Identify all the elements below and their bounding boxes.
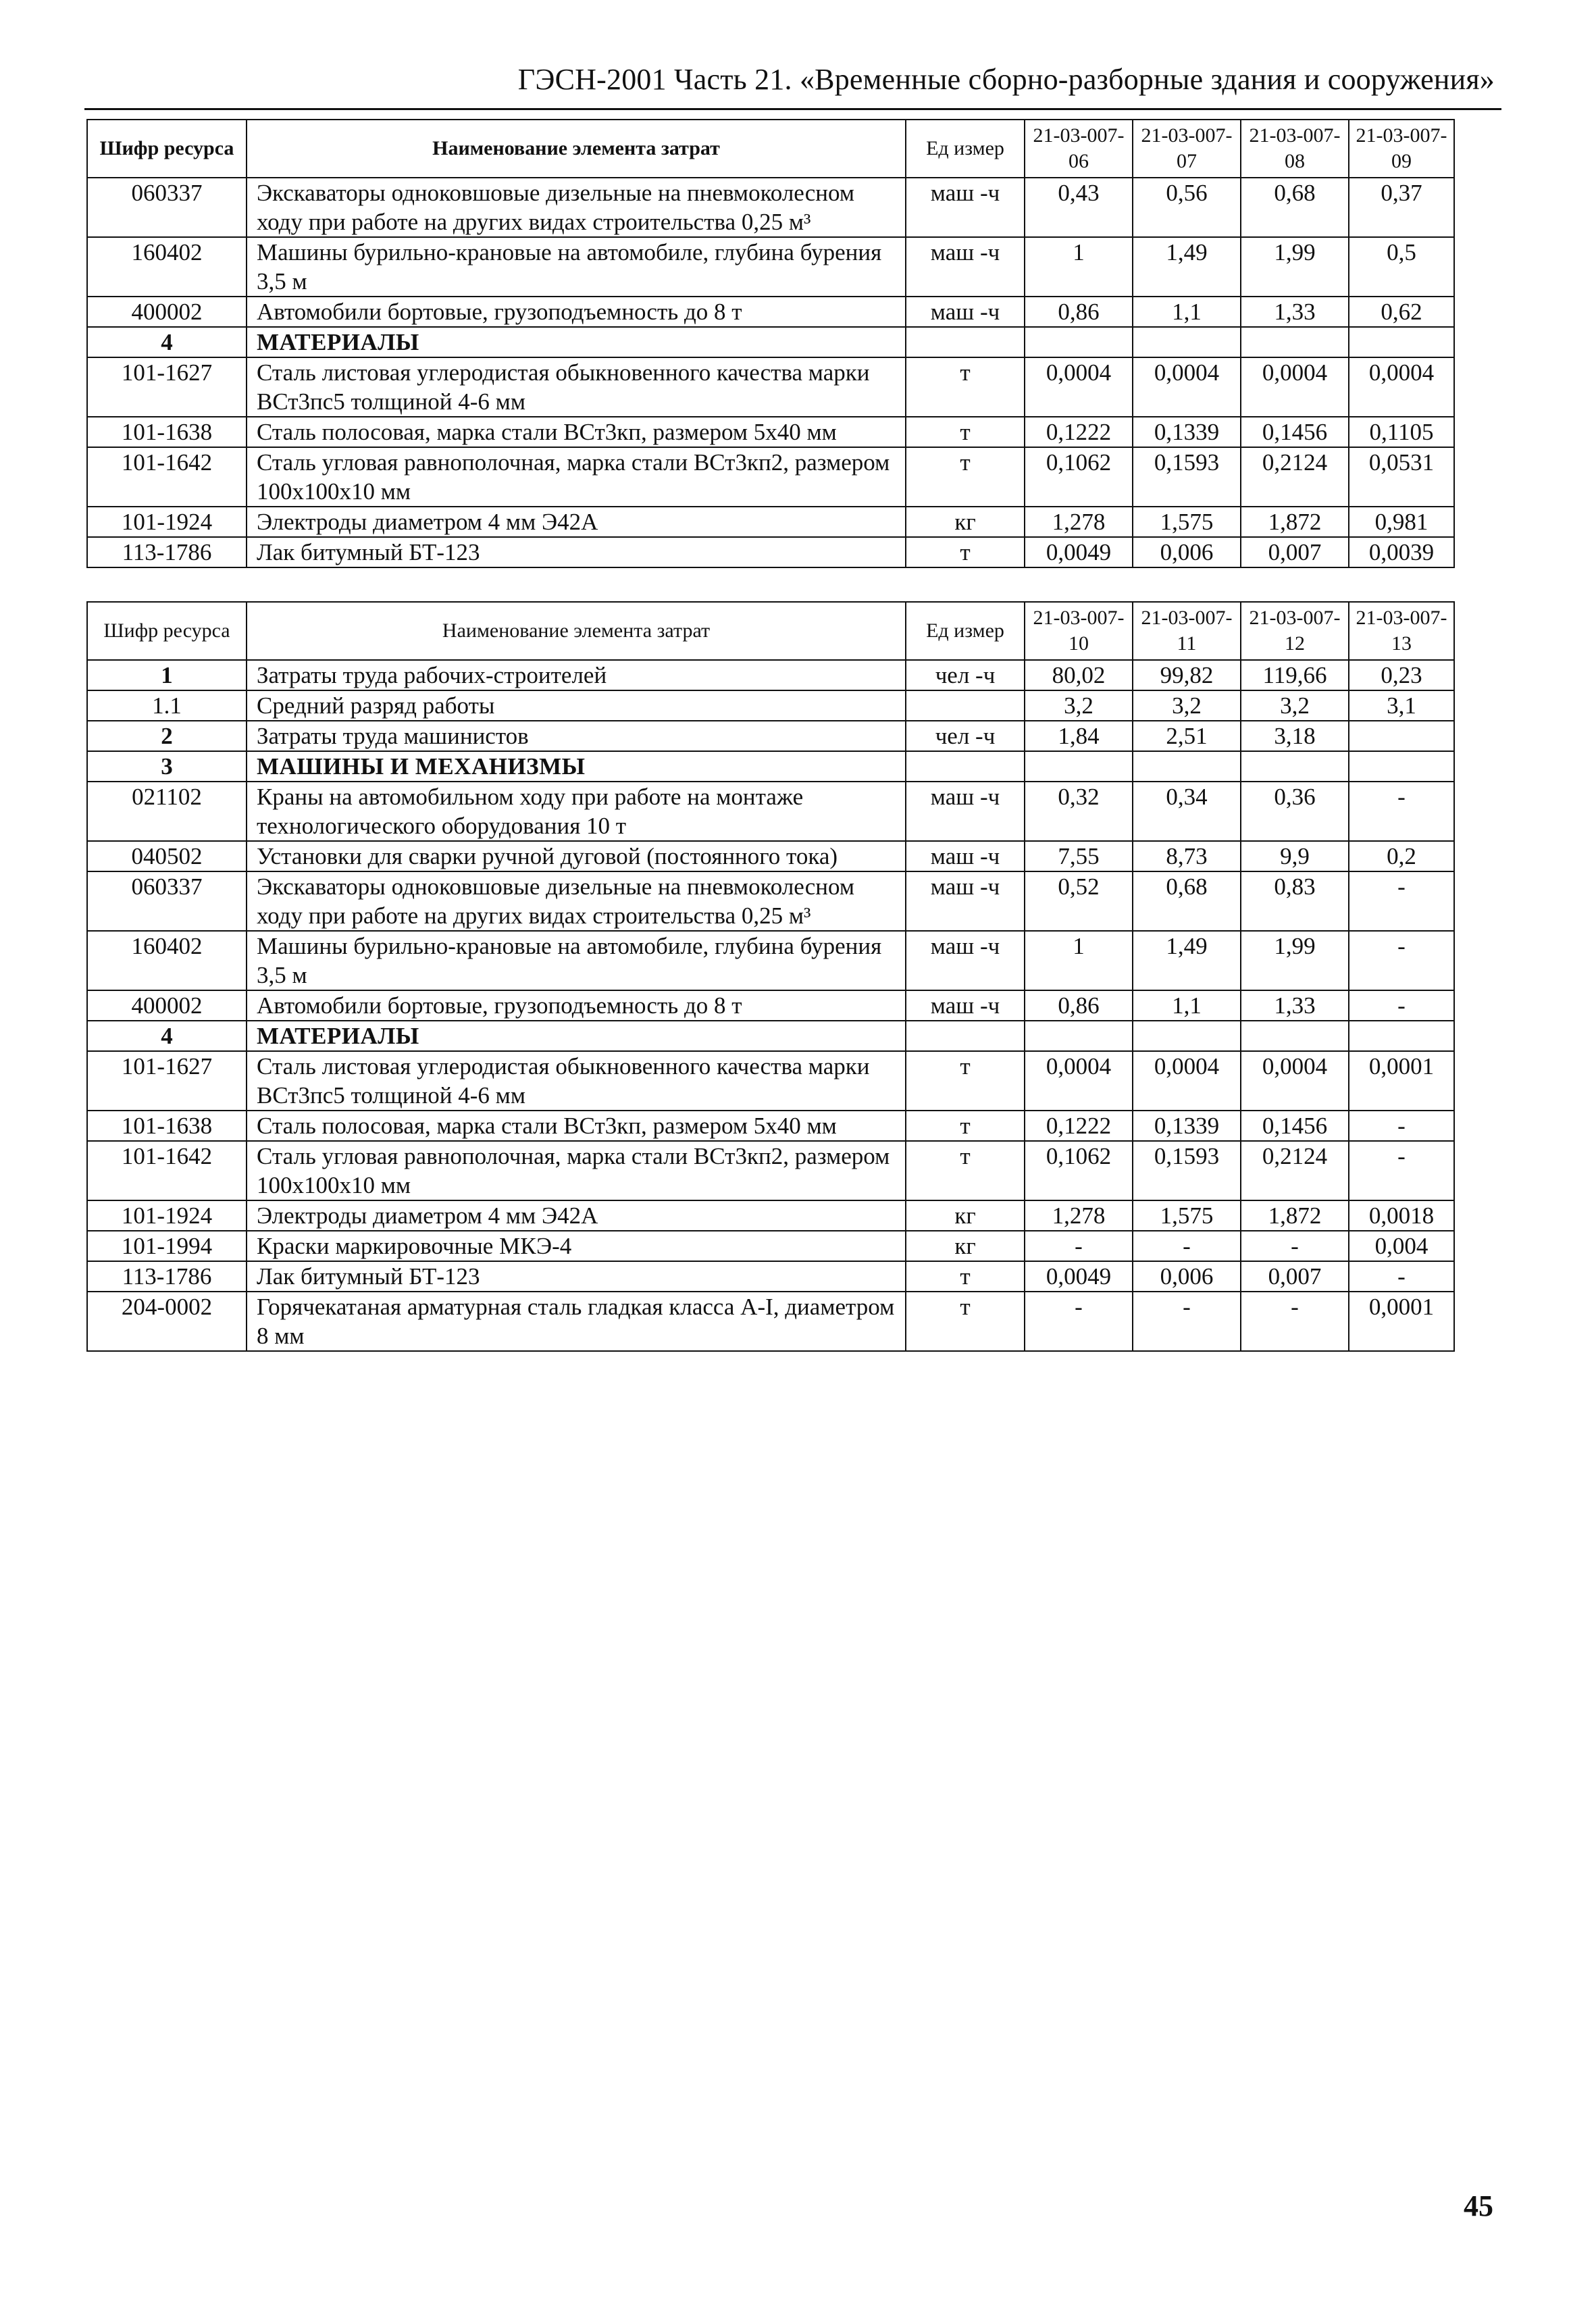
value-cell: 0,1105: [1349, 417, 1454, 447]
value-cell: 1,49: [1133, 931, 1241, 990]
value-cell: 1,99: [1241, 237, 1349, 297]
value-cell: 3,1: [1349, 690, 1454, 721]
value-cell: [1133, 1021, 1241, 1051]
value-cell: 0,1456: [1241, 1111, 1349, 1141]
value-cell: 99,82: [1133, 660, 1241, 690]
resource-name-cell: Автомобили бортовые, грузоподъемность до 8 т: [247, 297, 906, 327]
value-cell: [1241, 751, 1349, 782]
value-cell: [1241, 1021, 1349, 1051]
table-row: [87, 690, 1454, 721]
resource-name-cell: Автомобили бортовые, грузоподъемность до 8 т: [247, 990, 906, 1021]
unit-cell: [906, 690, 1025, 721]
resource-name-cell: Сталь полосовая, марка стали ВСт3кп, размером 5х40 мм: [247, 417, 906, 447]
table-header-row: [87, 120, 1454, 178]
table-row: [87, 782, 1454, 841]
value-cell: -: [1133, 1292, 1241, 1351]
value-cell: [1241, 327, 1349, 357]
value-cell: 0,68: [1133, 871, 1241, 931]
value-cell: 0,1339: [1133, 417, 1241, 447]
resource-name-cell: Затраты труда машинистов: [247, 721, 906, 751]
value-cell: 0,0039: [1349, 537, 1454, 567]
table-row: [87, 507, 1454, 537]
column-header: Ед измер: [906, 602, 1025, 660]
value-cell: 0,0531: [1349, 447, 1454, 507]
page-header: ГЭСН-2001 Часть 21. «Временные сборно-разборные здания и сооружения»: [517, 63, 1495, 96]
value-cell: -: [1349, 1141, 1454, 1200]
value-cell: 0,0001: [1349, 1292, 1454, 1351]
value-cell: 0,0001: [1349, 1051, 1454, 1111]
resource-name-cell: Сталь листовая углеродистая обыкновенного качества марки ВСт3пс5 толщиной 4-6 мм: [247, 357, 906, 417]
resource-name-cell: Электроды диаметром 4 мм Э42А: [247, 507, 906, 537]
resource-name-cell: Горячекатаная арматурная сталь гладкая класса А-I, диаметром 8 мм: [247, 1292, 906, 1351]
unit-cell: кг: [906, 1200, 1025, 1231]
resource-name-cell: Экскаваторы одноковшовые дизельные на пневмоколесном ходу при работе на других видах строительства 0,25 м³: [247, 178, 906, 237]
value-cell: 0,1593: [1133, 447, 1241, 507]
resource-code-cell: 021102: [87, 782, 247, 841]
value-cell: 0,52: [1025, 871, 1133, 931]
value-cell: 1,872: [1241, 507, 1349, 537]
value-cell: [1025, 327, 1133, 357]
value-cell: 1,278: [1025, 507, 1133, 537]
value-cell: 1,872: [1241, 1200, 1349, 1231]
value-cell: 0,1222: [1025, 1111, 1133, 1141]
value-cell: -: [1025, 1231, 1133, 1261]
value-cell: 0,5: [1349, 237, 1454, 297]
value-cell: [1133, 751, 1241, 782]
value-cell: 0,981: [1349, 507, 1454, 537]
resource-name-cell: Машины бурильно-крановые на автомобиле, глубина бурения 3,5 м: [247, 237, 906, 297]
value-cell: 0,1222: [1025, 417, 1133, 447]
unit-cell: т: [906, 357, 1025, 417]
value-cell: 0,0049: [1025, 1261, 1133, 1292]
value-cell: 0,56: [1133, 178, 1241, 237]
value-cell: 9,9: [1241, 841, 1349, 871]
value-cell: 1,1: [1133, 297, 1241, 327]
value-cell: 0,004: [1349, 1231, 1454, 1261]
value-cell: 0,36: [1241, 782, 1349, 841]
value-cell: -: [1349, 871, 1454, 931]
table-row: [87, 178, 1454, 237]
value-cell: -: [1349, 990, 1454, 1021]
resource-name-cell: Средний разряд работы: [247, 690, 906, 721]
resource-code-cell: 101-1642: [87, 1141, 247, 1200]
value-cell: -: [1133, 1231, 1241, 1261]
resource-name-cell: Затраты труда рабочих-строителей: [247, 660, 906, 690]
resource-name-cell: Машины бурильно-крановые на автомобиле, глубина бурения 3,5 м: [247, 931, 906, 990]
section-row: [87, 1021, 1454, 1051]
value-cell: 0,43: [1025, 178, 1133, 237]
section-row: [87, 327, 1454, 357]
unit-cell: [906, 327, 1025, 357]
resource-code-cell: 113-1786: [87, 1261, 247, 1292]
value-cell: 0,86: [1025, 990, 1133, 1021]
resource-name-cell: Сталь угловая равнополочная, марка стали ВСт3кп2, размером 100х100х10 мм: [247, 1141, 906, 1200]
value-cell: 2,51: [1133, 721, 1241, 751]
value-cell: [1025, 751, 1133, 782]
value-cell: 0,1339: [1133, 1111, 1241, 1141]
value-cell: [1025, 1021, 1133, 1051]
value-cell: 0,0004: [1241, 357, 1349, 417]
value-cell: 0,0004: [1133, 357, 1241, 417]
table-row: [87, 237, 1454, 297]
value-cell: 0,006: [1133, 1261, 1241, 1292]
table-row: [87, 931, 1454, 990]
table-row: [87, 357, 1454, 417]
table-row: [87, 537, 1454, 567]
value-cell: 0,23: [1349, 660, 1454, 690]
unit-cell: [906, 1021, 1025, 1051]
column-header: 21-03-007-08: [1241, 120, 1349, 178]
value-cell: 0,34: [1133, 782, 1241, 841]
table-row: [87, 871, 1454, 931]
unit-cell: т: [906, 1111, 1025, 1141]
value-cell: 0,62: [1349, 297, 1454, 327]
resource-name-cell: Сталь полосовая, марка стали ВСт3кп, размером 5х40 мм: [247, 1111, 906, 1141]
column-header: 21-03-007-13: [1349, 602, 1454, 660]
unit-cell: [906, 751, 1025, 782]
value-cell: 0,1593: [1133, 1141, 1241, 1200]
value-cell: -: [1241, 1231, 1349, 1261]
column-header: 21-03-007-07: [1133, 120, 1241, 178]
unit-cell: т: [906, 417, 1025, 447]
value-cell: 0,1062: [1025, 447, 1133, 507]
value-cell: 0,0049: [1025, 537, 1133, 567]
value-cell: 1,49: [1133, 237, 1241, 297]
unit-cell: т: [906, 447, 1025, 507]
column-header: Наименование элемента затрат: [247, 602, 906, 660]
column-header: Шифр ресурса: [87, 120, 247, 178]
resource-table-2: [86, 601, 1455, 1352]
table-row: [87, 1292, 1454, 1351]
value-cell: 1,575: [1133, 1200, 1241, 1231]
value-cell: 0,007: [1241, 1261, 1349, 1292]
value-cell: 1,99: [1241, 931, 1349, 990]
column-header: Шифр ресурса: [87, 602, 247, 660]
unit-cell: маш -ч: [906, 841, 1025, 871]
value-cell: 1,33: [1241, 297, 1349, 327]
table-row: [87, 297, 1454, 327]
value-cell: 0,1456: [1241, 417, 1349, 447]
value-cell: [1349, 751, 1454, 782]
resource-name-cell: МАТЕРИАЛЫ: [247, 327, 906, 357]
value-cell: [1349, 721, 1454, 751]
value-cell: 0,68: [1241, 178, 1349, 237]
resource-code-cell: 101-1627: [87, 1051, 247, 1111]
resource-code-cell: 1: [87, 660, 247, 690]
value-cell: 0,0004: [1025, 357, 1133, 417]
unit-cell: маш -ч: [906, 297, 1025, 327]
resource-code-cell: 160402: [87, 237, 247, 297]
value-cell: 8,73: [1133, 841, 1241, 871]
unit-cell: чел -ч: [906, 660, 1025, 690]
value-cell: 1,575: [1133, 507, 1241, 537]
page-number: 45: [1464, 2189, 1493, 2222]
value-cell: 0,37: [1349, 178, 1454, 237]
value-cell: 0,2124: [1241, 447, 1349, 507]
value-cell: [1349, 1021, 1454, 1051]
resource-code-cell: 160402: [87, 931, 247, 990]
value-cell: -: [1349, 782, 1454, 841]
unit-cell: т: [906, 1141, 1025, 1200]
unit-cell: маш -ч: [906, 931, 1025, 990]
resource-name-cell: Лак битумный БТ-123: [247, 1261, 906, 1292]
resource-name-cell: Лак битумный БТ-123: [247, 537, 906, 567]
value-cell: -: [1349, 1261, 1454, 1292]
value-cell: [1349, 327, 1454, 357]
value-cell: 80,02: [1025, 660, 1133, 690]
value-cell: 3,2: [1025, 690, 1133, 721]
value-cell: 119,66: [1241, 660, 1349, 690]
table-row: [87, 841, 1454, 871]
resource-code-cell: 101-1994: [87, 1231, 247, 1261]
resource-name-cell: Краски маркировочные МКЭ-4: [247, 1231, 906, 1261]
unit-cell: маш -ч: [906, 990, 1025, 1021]
resource-code-cell: 400002: [87, 297, 247, 327]
resource-code-cell: 3: [87, 751, 247, 782]
unit-cell: маш -ч: [906, 178, 1025, 237]
value-cell: 7,55: [1025, 841, 1133, 871]
resource-code-cell: 101-1627: [87, 357, 247, 417]
value-cell: 1: [1025, 237, 1133, 297]
table-row: [87, 660, 1454, 690]
table-row: [87, 1200, 1454, 1231]
resource-name-cell: Электроды диаметром 4 мм Э42А: [247, 1200, 906, 1231]
column-header: Наименование элемента затрат: [247, 120, 906, 178]
unit-cell: чел -ч: [906, 721, 1025, 751]
resource-code-cell: 101-1638: [87, 1111, 247, 1141]
section-row: [87, 751, 1454, 782]
resource-code-cell: 040502: [87, 841, 247, 871]
resource-code-cell: 101-1638: [87, 417, 247, 447]
unit-cell: т: [906, 1292, 1025, 1351]
resource-code-cell: 204-0002: [87, 1292, 247, 1351]
value-cell: 1,1: [1133, 990, 1241, 1021]
value-cell: 0,32: [1025, 782, 1133, 841]
value-cell: 0,1062: [1025, 1141, 1133, 1200]
resource-table-1: [86, 119, 1455, 568]
resource-code-cell: 4: [87, 327, 247, 357]
value-cell: 0,007: [1241, 537, 1349, 567]
value-cell: 1: [1025, 931, 1133, 990]
column-header: 21-03-007-06: [1025, 120, 1133, 178]
resource-code-cell: 4: [87, 1021, 247, 1051]
value-cell: 0,2124: [1241, 1141, 1349, 1200]
table-row: [87, 990, 1454, 1021]
resource-code-cell: 101-1924: [87, 507, 247, 537]
column-header: 21-03-007-11: [1133, 602, 1241, 660]
unit-cell: т: [906, 1051, 1025, 1111]
resource-code-cell: 1.1: [87, 690, 247, 721]
value-cell: 3,18: [1241, 721, 1349, 751]
value-cell: -: [1349, 931, 1454, 990]
column-header: 21-03-007-12: [1241, 602, 1349, 660]
column-header: 21-03-007-09: [1349, 120, 1454, 178]
unit-cell: маш -ч: [906, 871, 1025, 931]
table-row: [87, 721, 1454, 751]
value-cell: 0,0004: [1025, 1051, 1133, 1111]
resource-name-cell: Краны на автомобильном ходу при работе на монтаже технологического оборудования 10 т: [247, 782, 906, 841]
column-header: Ед измер: [906, 120, 1025, 178]
resource-name-cell: Установки для сварки ручной дуговой (постоянного тока): [247, 841, 906, 871]
table-row: [87, 447, 1454, 507]
resource-code-cell: 400002: [87, 990, 247, 1021]
value-cell: -: [1349, 1111, 1454, 1141]
header-rule: [84, 108, 1501, 110]
resource-code-cell: 060337: [87, 871, 247, 931]
value-cell: 0,0004: [1241, 1051, 1349, 1111]
unit-cell: маш -ч: [906, 237, 1025, 297]
unit-cell: т: [906, 537, 1025, 567]
unit-cell: кг: [906, 1231, 1025, 1261]
resource-name-cell: Сталь угловая равнополочная, марка стали ВСт3кп2, размером 100х100х10 мм: [247, 447, 906, 507]
column-header: 21-03-007-10: [1025, 602, 1133, 660]
value-cell: 0,2: [1349, 841, 1454, 871]
value-cell: 0,86: [1025, 297, 1133, 327]
resource-code-cell: 060337: [87, 178, 247, 237]
unit-cell: маш -ч: [906, 782, 1025, 841]
value-cell: -: [1025, 1292, 1133, 1351]
resource-name-cell: МАТЕРИАЛЫ: [247, 1021, 906, 1051]
table-row: [87, 417, 1454, 447]
value-cell: -: [1241, 1292, 1349, 1351]
value-cell: 0,0018: [1349, 1200, 1454, 1231]
table-row: [87, 1111, 1454, 1141]
resource-name-cell: Экскаваторы одноковшовые дизельные на пневмоколесном ходу при работе на других видах строительства 0,25 м³: [247, 871, 906, 931]
unit-cell: кг: [906, 507, 1025, 537]
table-row: [87, 1261, 1454, 1292]
table-row: [87, 1051, 1454, 1111]
resource-code-cell: 113-1786: [87, 537, 247, 567]
resource-code-cell: 101-1924: [87, 1200, 247, 1231]
value-cell: 1,33: [1241, 990, 1349, 1021]
table-row: [87, 1231, 1454, 1261]
resource-code-cell: 2: [87, 721, 247, 751]
value-cell: 1,84: [1025, 721, 1133, 751]
value-cell: 0,83: [1241, 871, 1349, 931]
value-cell: 3,2: [1241, 690, 1349, 721]
value-cell: 0,0004: [1133, 1051, 1241, 1111]
value-cell: 0,006: [1133, 537, 1241, 567]
resource-name-cell: МАШИНЫ И МЕХАНИЗМЫ: [247, 751, 906, 782]
value-cell: 3,2: [1133, 690, 1241, 721]
resource-name-cell: Сталь листовая углеродистая обыкновенного качества марки ВСт3пс5 толщиной 4-6 мм: [247, 1051, 906, 1111]
value-cell: 1,278: [1025, 1200, 1133, 1231]
resource-code-cell: 101-1642: [87, 447, 247, 507]
table-header-row: [87, 602, 1454, 660]
value-cell: 0,0004: [1349, 357, 1454, 417]
unit-cell: т: [906, 1261, 1025, 1292]
table-row: [87, 1141, 1454, 1200]
value-cell: [1133, 327, 1241, 357]
